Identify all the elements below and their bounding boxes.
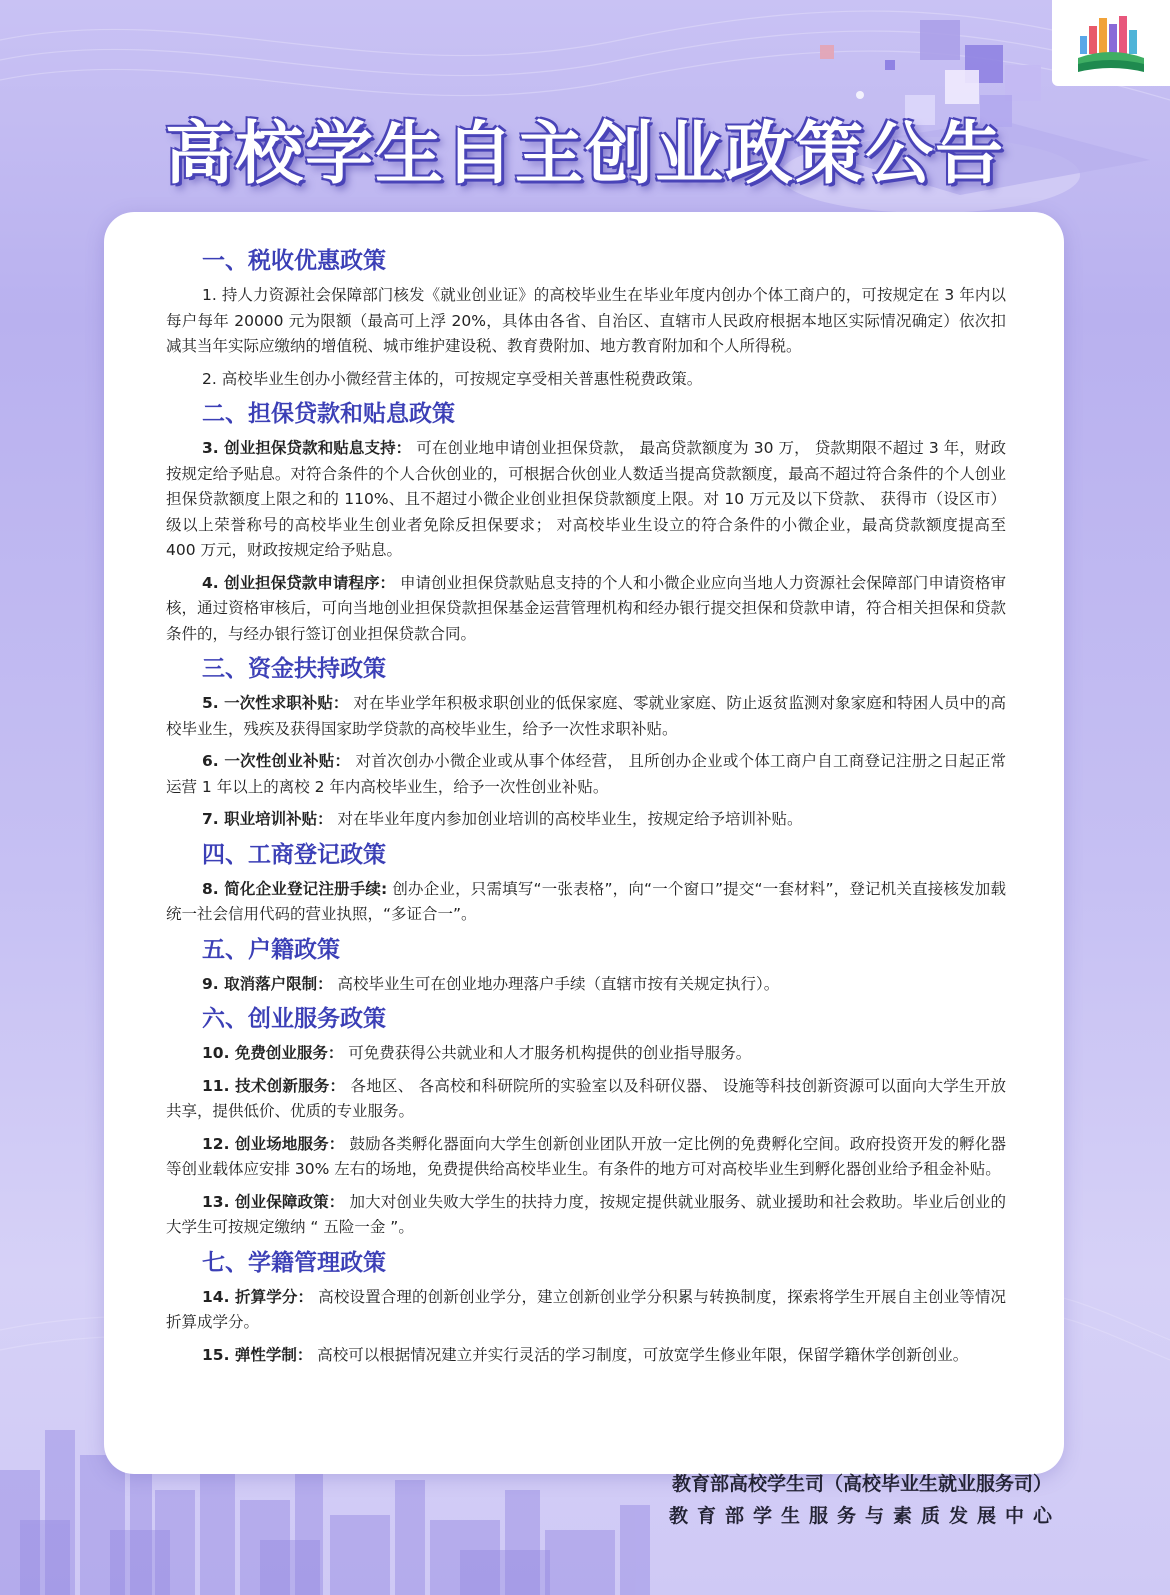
policy-item-text: 高校毕业生可在创业地办理落户手续（直辖市按有关规定执行）。	[337, 974, 780, 993]
policy-section	[166, 1248, 1006, 1369]
policy-section	[166, 935, 1006, 998]
policy-item	[166, 1041, 1006, 1067]
policy-item-label: 8. 简化企业登记注册手续:	[202, 879, 388, 898]
policy-item	[166, 691, 1006, 742]
policy-item-label: 5. 一次性求职补贴：	[202, 694, 349, 712]
policy-section	[166, 654, 1006, 833]
policy-item	[166, 1285, 1006, 1336]
policy-item	[166, 1132, 1006, 1183]
policy-item-text: 各地区、 各高校和科研院所的实验室以及科研仪器、 设施等科技创新资源可以面向大学生开放共享，提供低价、优质的专业服务。	[166, 1076, 1006, 1120]
policy-item	[166, 283, 1006, 360]
section-title: 六、创业服务政策	[202, 1006, 386, 1032]
policy-item	[166, 1343, 1006, 1369]
policy-item-text: 可免费获得公共就业和人才服务机构提供的创业指导服务。	[348, 1044, 752, 1062]
page-title: 高校学生自主创业政策公告	[164, 114, 1005, 194]
policy-item-text: 创办企业，只需填写“一张表格”，向“一个窗口”提交“一套材料”，登记机关直接核发加载统一社会信用代码的营业执照，“多证合一”。	[166, 879, 1006, 923]
section-title: 二、担保贷款和贴息政策	[202, 401, 455, 427]
policy-item-text: 申请创业担保贷款贴息支持的个人和小微企业应向当地人力资源社会保障部门申请资格审核，通过资格审核后，可向当地创业担保贷款担保基金运营管理机构和经办银行提交担保和贷款申请，符合相关担保和贷款条件的，与经办银行签订创业担保贷款合同。	[166, 573, 1006, 643]
policy-item-text: 对在毕业年度内参加创业培训的高校毕业生，按规定给予培训补贴。	[337, 810, 803, 828]
policy-item-text: 高校可以根据情况建立并实行灵活的学习制度，可放宽学生修业年限，保留学籍休学创新创业。	[317, 1345, 969, 1364]
policy-content	[166, 246, 1006, 1375]
policy-item	[166, 972, 1006, 998]
policy-item	[166, 1074, 1006, 1125]
policy-item	[166, 749, 1006, 800]
logo-icon	[1076, 12, 1146, 74]
policy-item	[166, 877, 1006, 928]
policy-item-label: 7. 职业培训补贴：	[202, 810, 333, 828]
policy-item-label: 3. 创业担保贷款和贴息支持：	[202, 439, 412, 457]
policy-item-label: 4. 创业担保贷款申请程序：	[202, 573, 396, 592]
policy-section	[166, 399, 1006, 647]
footer	[668, 1468, 1061, 1532]
section-title: 七、学籍管理政策	[202, 1249, 386, 1276]
policy-section	[166, 840, 1006, 928]
section-title: 五、户籍政策	[202, 936, 340, 963]
policy-item-label: 6. 一次性创业补贴：	[202, 752, 351, 770]
policy-section	[166, 246, 1006, 392]
footer-line-2: 教育部学生服务与素质发展中心	[668, 1505, 1061, 1527]
policy-item-label: 14. 折算学分：	[202, 1287, 314, 1306]
section-title: 四、工商登记政策	[202, 841, 386, 868]
section-title: 一、税收优惠政策	[202, 248, 386, 274]
policy-item-label: 13. 创业保障政策：	[202, 1192, 345, 1211]
policy-item	[166, 1190, 1006, 1241]
policy-item	[166, 807, 1006, 833]
policy-item-label: 10. 免费创业服务：	[202, 1044, 344, 1062]
footer-line-1: 教育部高校学生司（高校毕业生就业服务司）	[671, 1473, 1052, 1495]
policy-item	[166, 436, 1006, 564]
policy-item	[166, 367, 1006, 393]
policy-card	[104, 212, 1064, 1474]
policy-section	[166, 1004, 1006, 1241]
policy-item-text: 1. 持人力资源社会保障部门核发《就业创业证》的高校毕业生在毕业年度内创办个体工商户的，可按规定在 3 年内以每户每年 20000 元为限额（最高可上浮 20%，具体由各省、自治区、直辖市人民政府根据本地区实际情况确定）依次扣减其当年实际应缴纳的增值税、城市维护建设税、教育费附加、地方教育附加和个人所得税。	[166, 286, 1006, 355]
policy-item-text: 对首次创办小微企业或从事个体经营， 且所创办企业或个体工商户自工商登记注册之日起正常运营 1 年以上的离校 2 年内高校毕业生，给予一次性创业补贴。	[166, 752, 1007, 796]
policy-item-label: 15. 弹性学制：	[202, 1345, 313, 1364]
policy-item-label: 12. 创业场地服务：	[202, 1134, 345, 1153]
policy-item	[166, 571, 1006, 648]
section-title: 三、资金扶持政策	[202, 656, 386, 682]
policy-item-label: 11. 技术创新服务：	[202, 1076, 346, 1095]
policy-item-text: 高校设置合理的创新创业学分，建立创新创业学分积累与转换制度，探索将学生开展自主创业等情况折算成学分。	[166, 1287, 1006, 1331]
policy-item-text: 可在创业地申请创业担保贷款， 最高贷款额度为 30 万， 贷款期限不超过 3 年，财政按规定给予贴息。对符合条件的个人合伙创业的，可根据合伙创业人数适当提高贷款额度，最高不超过符合条件的个人创业担保贷款额度上限之和的 110%、且不超过小微企业创业担保贷款额度上限。对 10 万元及以下贷款、 获得市（设区市）级以上荣誉称号的高校毕业生创业者免除反担保要求； 对高校毕业生设立的符合条件的小微企业，最高贷款额度提高至 400 万元，财政按规定给予贴息。	[166, 439, 1006, 559]
policy-item-text: 2. 高校毕业生创办小微经营主体的，可按规定享受相关普惠性税费政策。	[202, 369, 703, 388]
policy-item-text: 对在毕业学年积极求职创业的低保家庭、零就业家庭、防止返贫监测对象家庭和特困人员中的高校毕业生，残疾及获得国家助学贷款的高校毕业生，给予一次性求职补贴。	[166, 694, 1006, 738]
policy-item-text: 鼓励各类孵化器面向大学生创新创业团队开放一定比例的免费孵化空间。政府投资开发的孵化器等创业载体应安排 30% 左右的场地，免费提供给高校毕业生。有条件的地方可对高校毕业生到孵化器创业给予租金补贴。	[166, 1134, 1006, 1178]
policy-item-text: 加大对创业失败大学生的扶持力度，按规定提供就业服务、就业援助和社会救助。毕业后创业的大学生可按规定缴纳 “ 五险一金 ”。	[166, 1192, 1006, 1236]
logo	[1052, 0, 1170, 86]
policy-item-label: 9. 取消落户限制：	[202, 974, 333, 993]
